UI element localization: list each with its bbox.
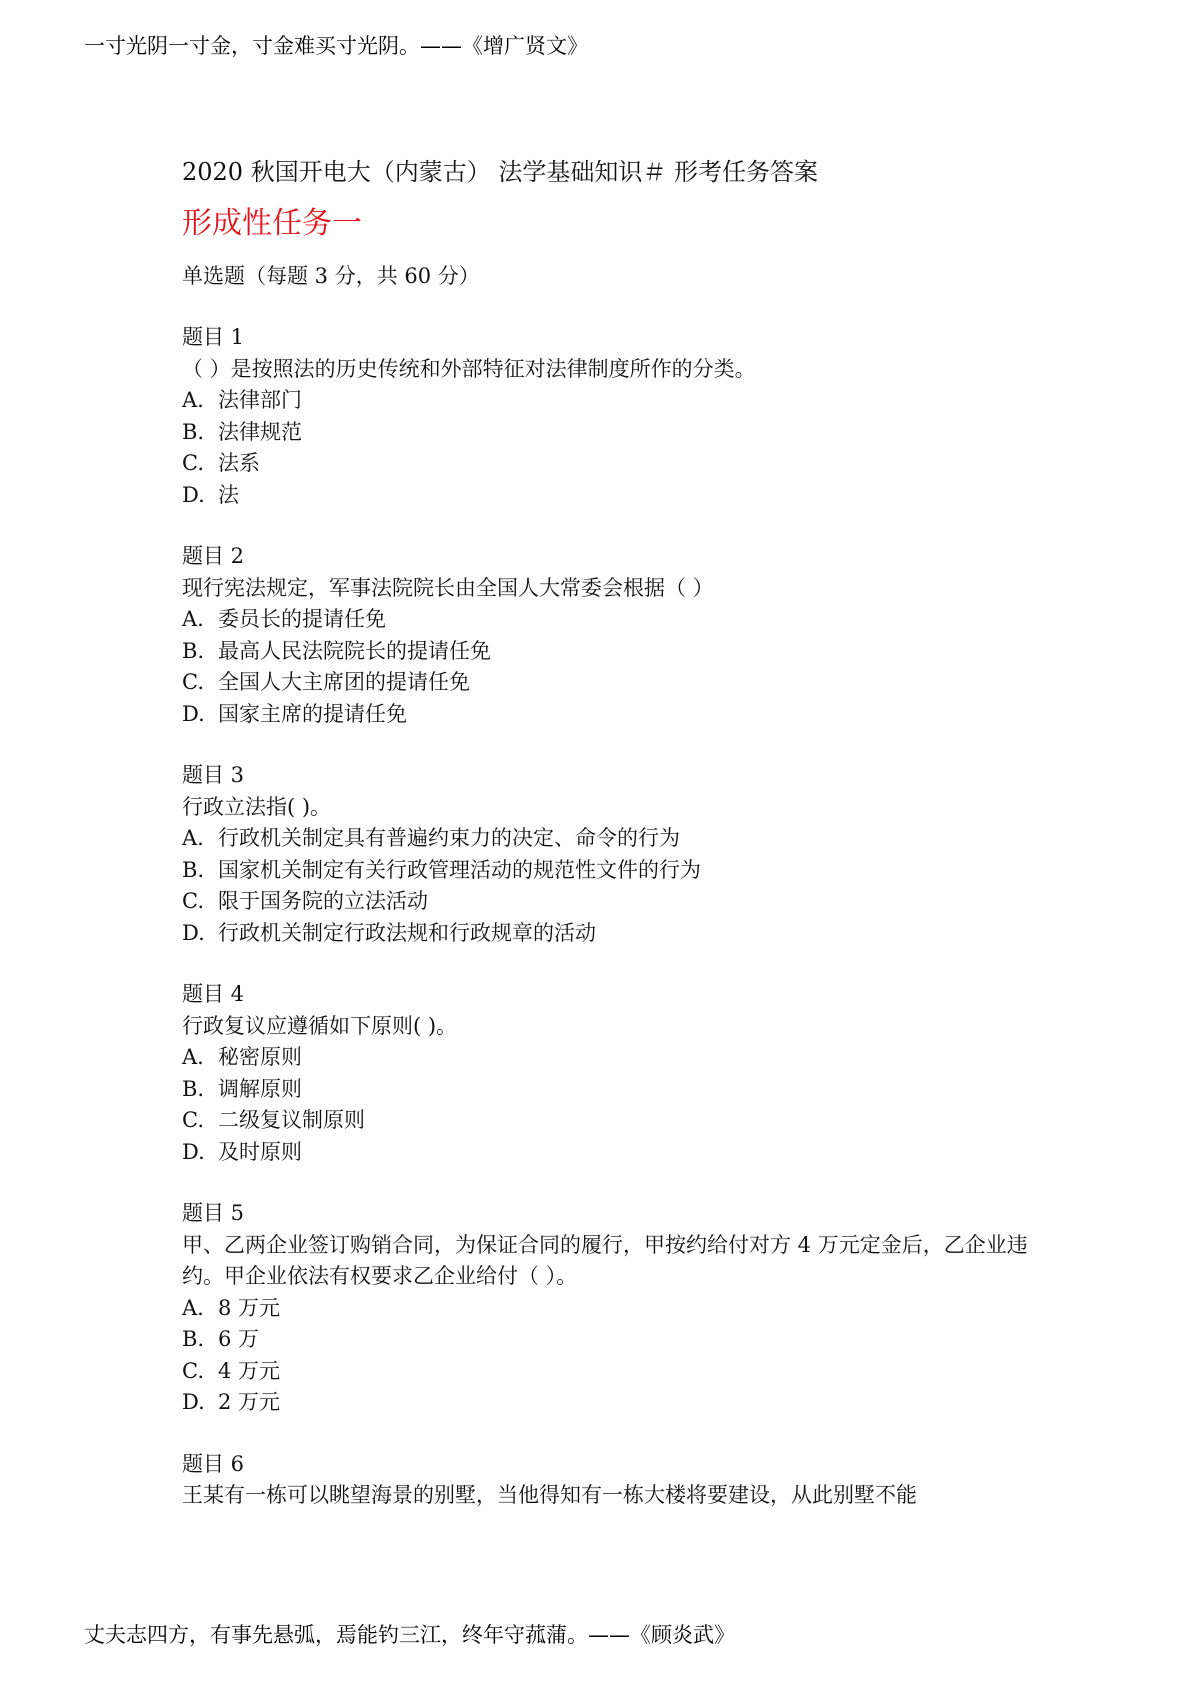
option-text: 调解原则 [218, 1076, 302, 1101]
answer-option [182, 385, 1062, 417]
option-text: 行政机关制定行政法规和行政规章的活动 [218, 920, 596, 945]
question-label: 题目 5 [182, 1201, 245, 1225]
answer-option [182, 855, 1062, 887]
option-letter: C. [182, 451, 204, 475]
option-text: 8 万元 [218, 1295, 281, 1320]
option-text: 2 万元 [218, 1390, 281, 1414]
header-quote: 一寸光阴一寸金，寸金难买寸光阴。——《增广贤文》 [84, 34, 588, 58]
question-block [182, 322, 1062, 511]
option-letter: A. [182, 607, 204, 631]
option-letter: B. [182, 419, 205, 444]
answer-option [182, 448, 1062, 480]
section-subtitle: 单选题（每题 3 分，共 60 分） [182, 264, 480, 288]
answer-option [182, 480, 1062, 512]
option-text: 秘密原则 [218, 1045, 302, 1069]
question-stem: 行政立法指( )。 [182, 794, 332, 819]
answer-option [182, 1137, 1062, 1169]
question-label: 题目 3 [182, 763, 245, 787]
option-letter: B. [182, 857, 205, 882]
option-letter: C. [182, 1108, 204, 1132]
option-letter: D. [182, 1139, 205, 1164]
option-text: 全国人大主席团的提请任免 [218, 670, 470, 694]
option-text: 6 万 [218, 1327, 260, 1351]
question-label: 题目 4 [182, 982, 245, 1006]
answer-option [182, 823, 1062, 855]
answer-option [182, 667, 1062, 699]
option-text: 法 [218, 482, 239, 507]
option-letter: C. [182, 670, 204, 694]
option-text: 及时原则 [218, 1139, 302, 1164]
answer-option [182, 1387, 1062, 1419]
answer-option [182, 1293, 1062, 1325]
option-text: 法律部门 [218, 388, 302, 412]
option-letter: D. [182, 1390, 205, 1414]
option-text: 委员长的提请任免 [218, 607, 386, 631]
question-label: 题目 6 [182, 1451, 245, 1476]
option-letter: A. [182, 1045, 204, 1069]
question-label: 题目 2 [182, 544, 245, 568]
answer-option [182, 1356, 1062, 1388]
option-letter: D. [182, 482, 205, 507]
option-text: 限于国务院的立法活动 [218, 889, 428, 913]
answer-option [182, 1324, 1062, 1356]
question-stem: （ ）是按照法的历史传统和外部特征对法律制度所作的分类。 [182, 356, 756, 381]
answer-option [182, 417, 1062, 449]
question-label: 题目 1 [182, 325, 245, 349]
option-letter: B. [182, 1076, 205, 1101]
answer-option [182, 1074, 1062, 1106]
option-text: 国家主席的提请任免 [218, 701, 407, 726]
section-title: 形成性任务一 [182, 206, 362, 241]
option-letter: C. [182, 1358, 204, 1383]
option-text: 4 万元 [218, 1358, 281, 1383]
question-block [182, 541, 1062, 730]
question-block [182, 1449, 1062, 1512]
option-letter: D. [182, 920, 205, 945]
option-letter: C. [182, 889, 204, 913]
answer-option [182, 1042, 1062, 1074]
answer-option [182, 636, 1062, 668]
option-text: 法律规范 [218, 419, 302, 444]
question-block [182, 979, 1062, 1168]
option-text: 行政机关制定具有普遍约束力的决定、命令的行为 [218, 826, 680, 850]
answer-option [182, 699, 1062, 731]
option-letter: B. [182, 1327, 205, 1351]
option-text: 法系 [218, 451, 260, 475]
option-letter: A. [182, 1295, 204, 1320]
option-letter: A. [182, 388, 204, 412]
answer-option [182, 886, 1062, 918]
question-list [182, 322, 1062, 1512]
question-stem: 王某有一栋可以眺望海景的别墅，当他得知有一栋大楼将要建设，从此别墅不能 [182, 1483, 917, 1507]
question-block [182, 1198, 1062, 1419]
footer-quote: 丈夫志四方，有事先悬弧，焉能钓三江，终年守菰蒲。——《顾炎武》 [84, 1623, 735, 1647]
option-text: 国家机关制定有关行政管理活动的规范性文件的行为 [218, 857, 701, 882]
question-block [182, 760, 1062, 949]
question-stem: 行政复议应遵循如下原则( )。 [182, 1013, 458, 1038]
option-text: 最高人民法院院长的提请任免 [218, 638, 491, 663]
answer-option [182, 1105, 1062, 1137]
answer-option [182, 918, 1062, 950]
document-body [182, 152, 1062, 1512]
option-text: 二级复议制原则 [218, 1108, 365, 1132]
option-letter: B. [182, 638, 205, 663]
answer-option [182, 604, 1062, 636]
question-stem: 现行宪法规定，军事法院院长由全国人大常委会根据（ ） [182, 575, 714, 600]
question-stem: 甲、乙两企业签订购销合同，为保证合同的履行，甲按约给付对方 4 万元定金后，乙企业违约。甲企业依法有权要求乙企业给付（ ）。 [182, 1232, 1028, 1288]
option-letter: D. [182, 701, 205, 726]
option-letter: A. [182, 826, 204, 850]
document-title: 2020 秋国开电大（内蒙古） 法学基础知识＃ 形考任务答案 [182, 158, 818, 186]
